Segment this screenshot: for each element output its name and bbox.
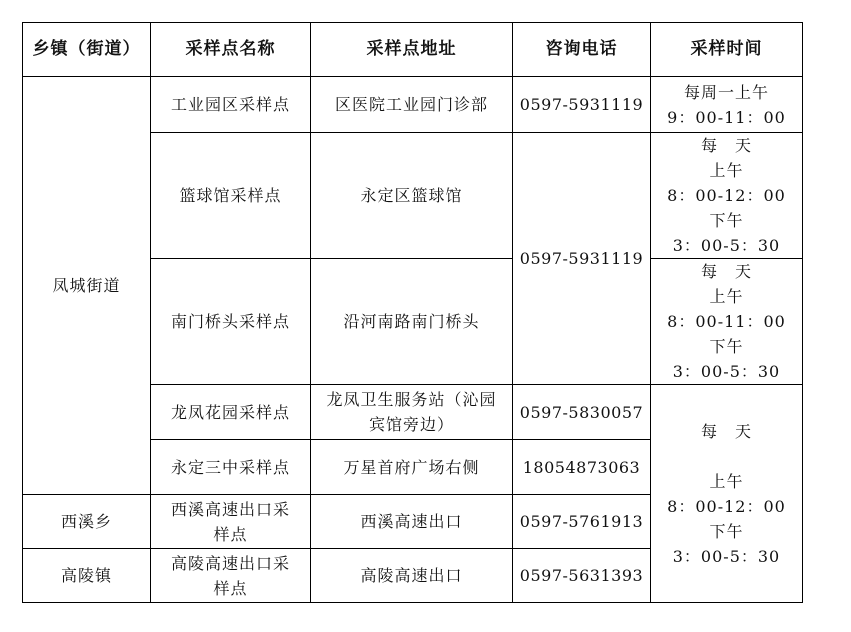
point-phone: 0597-5631393 bbox=[513, 549, 651, 603]
point-phone: 0597-5931119 bbox=[513, 133, 651, 385]
point-phone: 18054873063 bbox=[513, 440, 651, 495]
point-phone: 0597-5830057 bbox=[513, 385, 651, 440]
header-row bbox=[23, 23, 803, 77]
point-address: 永定区篮球馆 bbox=[311, 133, 513, 259]
point-address: 区医院工业园门诊部 bbox=[311, 77, 513, 133]
header-phone: 咨询电话 bbox=[513, 23, 651, 77]
point-address: 沿河南路南门桥头 bbox=[311, 259, 513, 385]
point-address: 西溪高速出口 bbox=[311, 495, 513, 549]
table-row bbox=[23, 77, 803, 133]
point-name: 西溪高速出口采 样点 bbox=[151, 495, 311, 549]
point-address: 万星首府广场右侧 bbox=[311, 440, 513, 495]
point-address: 龙凤卫生服务站（沁园 宾馆旁边） bbox=[311, 385, 513, 440]
point-time: 每 天 上午 8：00-12：00 下午 3：00-5：30 bbox=[651, 133, 803, 259]
point-time: 每 天 上午 8：00-11：00 下午 3：00-5：30 bbox=[651, 259, 803, 385]
town-xixi: 西溪乡 bbox=[23, 495, 151, 549]
header-town: 乡镇（街道） bbox=[23, 23, 151, 77]
point-address: 高陵高速出口 bbox=[311, 549, 513, 603]
town-fengcheng: 凤城街道 bbox=[23, 77, 151, 495]
header-point-name: 采样点名称 bbox=[151, 23, 311, 77]
point-name: 篮球馆采样点 bbox=[151, 133, 311, 259]
point-name: 南门桥头采样点 bbox=[151, 259, 311, 385]
sampling-points-table bbox=[22, 22, 803, 603]
point-time: 每周一上午 9：00-11：00 bbox=[651, 77, 803, 133]
point-time: 每 天 上午 8：00-12：00 下午 3：00-5：30 bbox=[651, 385, 803, 603]
point-name: 龙凤花园采样点 bbox=[151, 385, 311, 440]
point-phone: 0597-5931119 bbox=[513, 77, 651, 133]
town-gaoling: 高陵镇 bbox=[23, 549, 151, 603]
point-phone: 0597-5761913 bbox=[513, 495, 651, 549]
point-name: 永定三中采样点 bbox=[151, 440, 311, 495]
header-time: 采样时间 bbox=[651, 23, 803, 77]
point-name: 工业园区采样点 bbox=[151, 77, 311, 133]
point-name: 高陵高速出口采 样点 bbox=[151, 549, 311, 603]
header-address: 采样点地址 bbox=[311, 23, 513, 77]
